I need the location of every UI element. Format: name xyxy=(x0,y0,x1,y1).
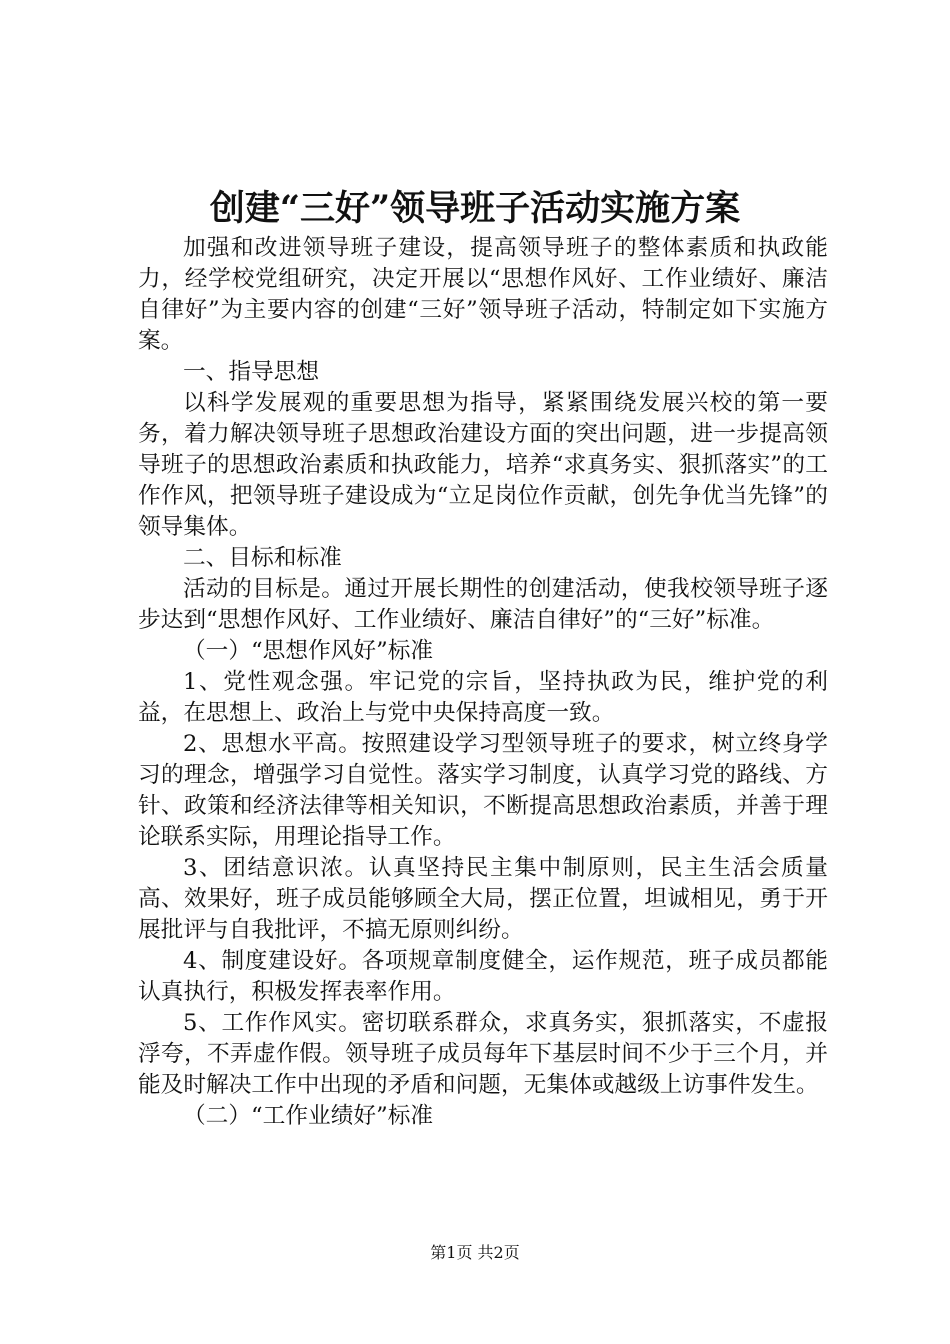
intro-paragraph: 加强和改进领导班子建设，提高领导班子的整体素质和执政能力，经学校党组研究，决定开展以“思想作风好、工作业绩好、廉洁自律好”为主要内容的创建“三好”领导班子活动，特制定如下实施方案。 xyxy=(138,235,828,354)
guiding-ideology-paragraph: 以科学发展观的重要思想为指导，紧紧围绕发展兴校的第一要务，着力解决领导班子思想政治建设方面的突出问题，进一步提高领导班子的思想政治素质和执政能力，培养“求真务实、狠抓落实”的工作作风，把领导班子建设成为“立足岗位作贡献，创先争优当先锋”的领导集体。 xyxy=(138,390,828,540)
section-heading-goals-standards: 二、目标和标准 xyxy=(183,545,342,571)
standard-item-3: 3、团结意识浓。认真坚持民主集中制原则，民主生活会质量高、效果好，班子成员能够顾全大局，摆正位置，坦诚相见，勇于开展批评与自我批评，不搞无原则纠纷。 xyxy=(138,855,828,943)
goals-paragraph: 活动的目标是。通过开展长期性的创建活动，使我校领导班子逐步达到“思想作风好、工作业绩好、廉洁自律好”的“三好”标准。 xyxy=(138,576,828,633)
subsection-heading-thought-style: （一）“思想作风好”标准 xyxy=(183,638,434,664)
subsection-heading-work-performance: （二）“工作业绩好”标准 xyxy=(183,1103,434,1129)
page-footer: 第1页 共2页 xyxy=(430,1243,520,1262)
standard-item-2: 2、思想水平高。按照建设学习型领导班子的要求，树立终身学习的理念，增强学习自觉性。落实学习制度，认真学习党的路线、方针、政策和经济法律等相关知识，不断提高思想政治素质，并善于理论联系实际，用理论指导工作。 xyxy=(138,731,828,850)
standard-item-5: 5、工作作风实。密切联系群众，求真务实，狠抓落实，不虚报浮夸，不弄虚作假。领导班子成员每年下基层时间不少于三个月，并能及时解决工作中出现的矛盾和问题，无集体或越级上访事件发生。 xyxy=(138,1010,828,1098)
section-heading-guiding-ideology: 一、指导思想 xyxy=(183,359,320,385)
document-body xyxy=(138,233,828,1132)
standard-item-4: 4、制度建设好。各项规章制度健全，运作规范，班子成员都能认真执行，积极发挥表率作用。 xyxy=(138,948,828,1005)
document-title: 创建“三好”领导班子活动实施方案 xyxy=(209,188,741,229)
standard-item-1: 1、党性观念强。牢记党的宗旨，坚持执政为民，维护党的利益，在思想上、政治上与党中央保持高度一致。 xyxy=(138,669,828,726)
